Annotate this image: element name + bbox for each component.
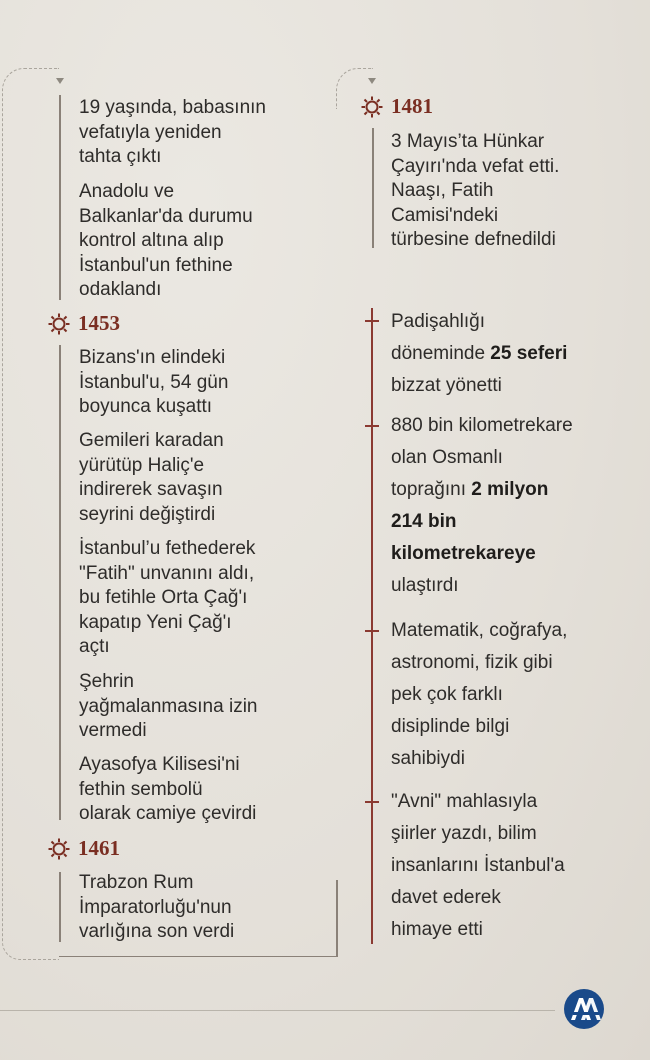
tick-mark: [365, 320, 379, 322]
fact-text: Padişahlığı döneminde: [391, 311, 486, 364]
fact-item: [391, 410, 641, 602]
fact-text: bizzat yönetti: [391, 375, 502, 396]
dashed-connector-left: [2, 68, 59, 960]
fact-text: ulaştırdı: [391, 575, 459, 596]
timeline-item: İstanbul’u fethederek "Fatih" unvanını aldı, bu fetihle Orta Çağ'ı kapatıp Yeni Çağ'ı açtı: [79, 538, 256, 657]
timeline-line: [59, 345, 61, 820]
timeline-item: Bizans'ın elindeki İstanbul'u, 54 gün boyunca kuşattı: [79, 347, 229, 417]
arrow-down-icon: [368, 78, 376, 84]
year-label: 1461: [78, 836, 120, 860]
timeline-item: Şehrin yağmalanmasına izin vermedi: [79, 671, 258, 741]
timeline-line: [336, 880, 338, 957]
timeline-item: Gemileri karadan yürütüp Haliç'e indirerek savaşın seyrini değiştirdi: [79, 430, 224, 525]
fact-text: 880 bin kilometrekare olan Osmanlı toprağını: [391, 415, 573, 500]
fact-highlight: 2 milyon 214 bin kilometrekareye: [391, 479, 549, 564]
fact-item: "Avni" mahlasıyla şiirler yazdı, bilim insanlarını İstanbul'a davet ederek himaye etti: [391, 791, 565, 940]
fact-item: [391, 306, 641, 402]
timeline-item: Ayasofya Kilisesi'ni fethin sembolü olarak camiye çevirdi: [79, 754, 257, 824]
timeline-line: [59, 95, 61, 300]
year-label: 1453: [78, 311, 120, 335]
footer-divider: [0, 1010, 555, 1011]
year-label: 1481: [391, 94, 433, 118]
timeline-line: [59, 872, 61, 942]
timeline-item: 19 yaşında, babasının vefatıyla yeniden tahta çıktı: [79, 97, 266, 167]
timeline-item: Trabzon Rum İmparatorluğu'nun varlığına son verdi: [79, 872, 235, 942]
timeline-line: [372, 128, 374, 248]
aa-logo: [563, 988, 605, 1030]
fact-item: Matematik, coğrafya, astronomi, fizik gibi pek çok farklı disiplinde bilgi sahibiydi: [391, 620, 568, 769]
sun-icon: [361, 96, 383, 118]
timeline-item: Anadolu ve Balkanlar'da durumu kontrol altına alıp İstanbul'un fethine odaklandı: [79, 181, 253, 300]
tick-mark: [365, 630, 379, 632]
sun-icon: [48, 838, 70, 860]
tick-mark: [365, 425, 379, 427]
fact-highlight: 25 seferi: [490, 343, 568, 364]
facts-line: [371, 308, 373, 944]
tick-mark: [365, 801, 379, 803]
timeline-bottom-line: [59, 956, 337, 957]
sun-icon: [48, 313, 70, 335]
arrow-down-icon: [56, 78, 64, 84]
timeline-item: 3 Mayıs’ta Hünkar Çayırı'nda vefat etti. Naaşı, Fatih Camisi'ndeki türbesine defnedildi: [391, 131, 560, 250]
